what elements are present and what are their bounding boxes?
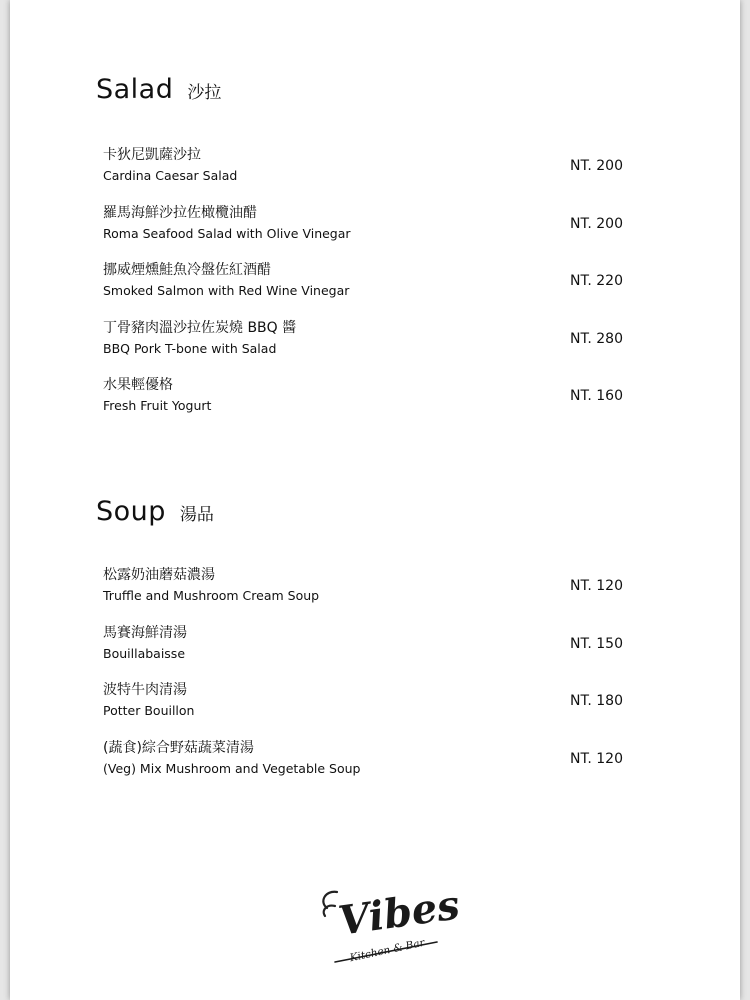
- leaf-mark-inner: [324, 906, 335, 916]
- menu-item: [103, 261, 623, 319]
- section-title-en: Soup: [96, 496, 166, 527]
- soup-heading: [96, 496, 214, 527]
- item-name-en: Roma Seafood Salad with Olive Vinegar: [103, 225, 351, 241]
- item-name-zh: 馬賽海鮮清湯: [103, 624, 187, 641]
- section-title-zh: 湯品: [179, 505, 214, 525]
- salad-list: [103, 146, 623, 434]
- item-price: NT. 180: [570, 693, 623, 709]
- item-name-zh: 丁骨豬肉溫沙拉佐炭燒 BBQ 醬: [103, 319, 297, 336]
- item-price: NT. 200: [570, 215, 623, 232]
- item-price: NT. 280: [570, 330, 623, 347]
- item-name-en: Truffle and Mushroom Cream Soup: [103, 588, 320, 603]
- item-name-en: BBQ Pork T-bone with Salad: [103, 340, 277, 356]
- menu-item: [103, 739, 623, 797]
- item-name-en: Smoked Salmon with Red Wine Vinegar: [103, 283, 350, 298]
- logo-tagline: Kitchen & Bar: [348, 936, 426, 965]
- item-name-zh: 挪威煙燻鮭魚冷盤佐紅酒醋: [103, 262, 271, 278]
- logo-wordmark: Vibes: [335, 881, 463, 945]
- salad-heading: [96, 74, 221, 105]
- menu-item: [103, 376, 623, 434]
- menu-item: [103, 204, 623, 262]
- item-price: NT. 150: [570, 635, 623, 652]
- vibes-logo: [315, 880, 463, 965]
- item-name-en: Bouillabaisse: [103, 645, 186, 661]
- item-price: NT. 200: [570, 158, 623, 174]
- item-name-en: Cardina Caesar Salad: [103, 168, 238, 183]
- soup-list: [103, 566, 623, 796]
- item-price: NT. 120: [570, 750, 623, 767]
- menu-item: [103, 624, 623, 682]
- item-name-en: Potter Bouillon: [103, 703, 195, 718]
- section-title-en: Salad: [96, 74, 174, 105]
- item-name-zh: (蔬食)綜合野菇蔬菜清湯: [103, 739, 254, 756]
- item-price: NT. 160: [570, 388, 623, 404]
- item-price: NT. 220: [570, 273, 623, 289]
- item-name-zh: 松露奶油蘑菇濃湯: [103, 567, 215, 583]
- item-name-zh: 波特牛肉清湯: [103, 682, 187, 698]
- item-name-en: Fresh Fruit Yogurt: [103, 398, 212, 413]
- menu-item: [103, 566, 623, 624]
- menu-item: [103, 319, 623, 377]
- item-name-en: (Veg) Mix Mushroom and Vegetable Soup: [103, 760, 361, 776]
- item-name-zh: 羅馬海鮮沙拉佐橄欖油醋: [103, 204, 257, 221]
- menu-item: [103, 146, 623, 204]
- menu-item: [103, 681, 623, 739]
- section-title-zh: 沙拉: [187, 83, 222, 103]
- item-name-zh: 水果輕優格: [103, 377, 173, 393]
- menu-page: [10, 0, 740, 1000]
- item-name-zh: 卡狄尼凱薩沙拉: [103, 147, 201, 163]
- item-price: NT. 120: [570, 578, 623, 594]
